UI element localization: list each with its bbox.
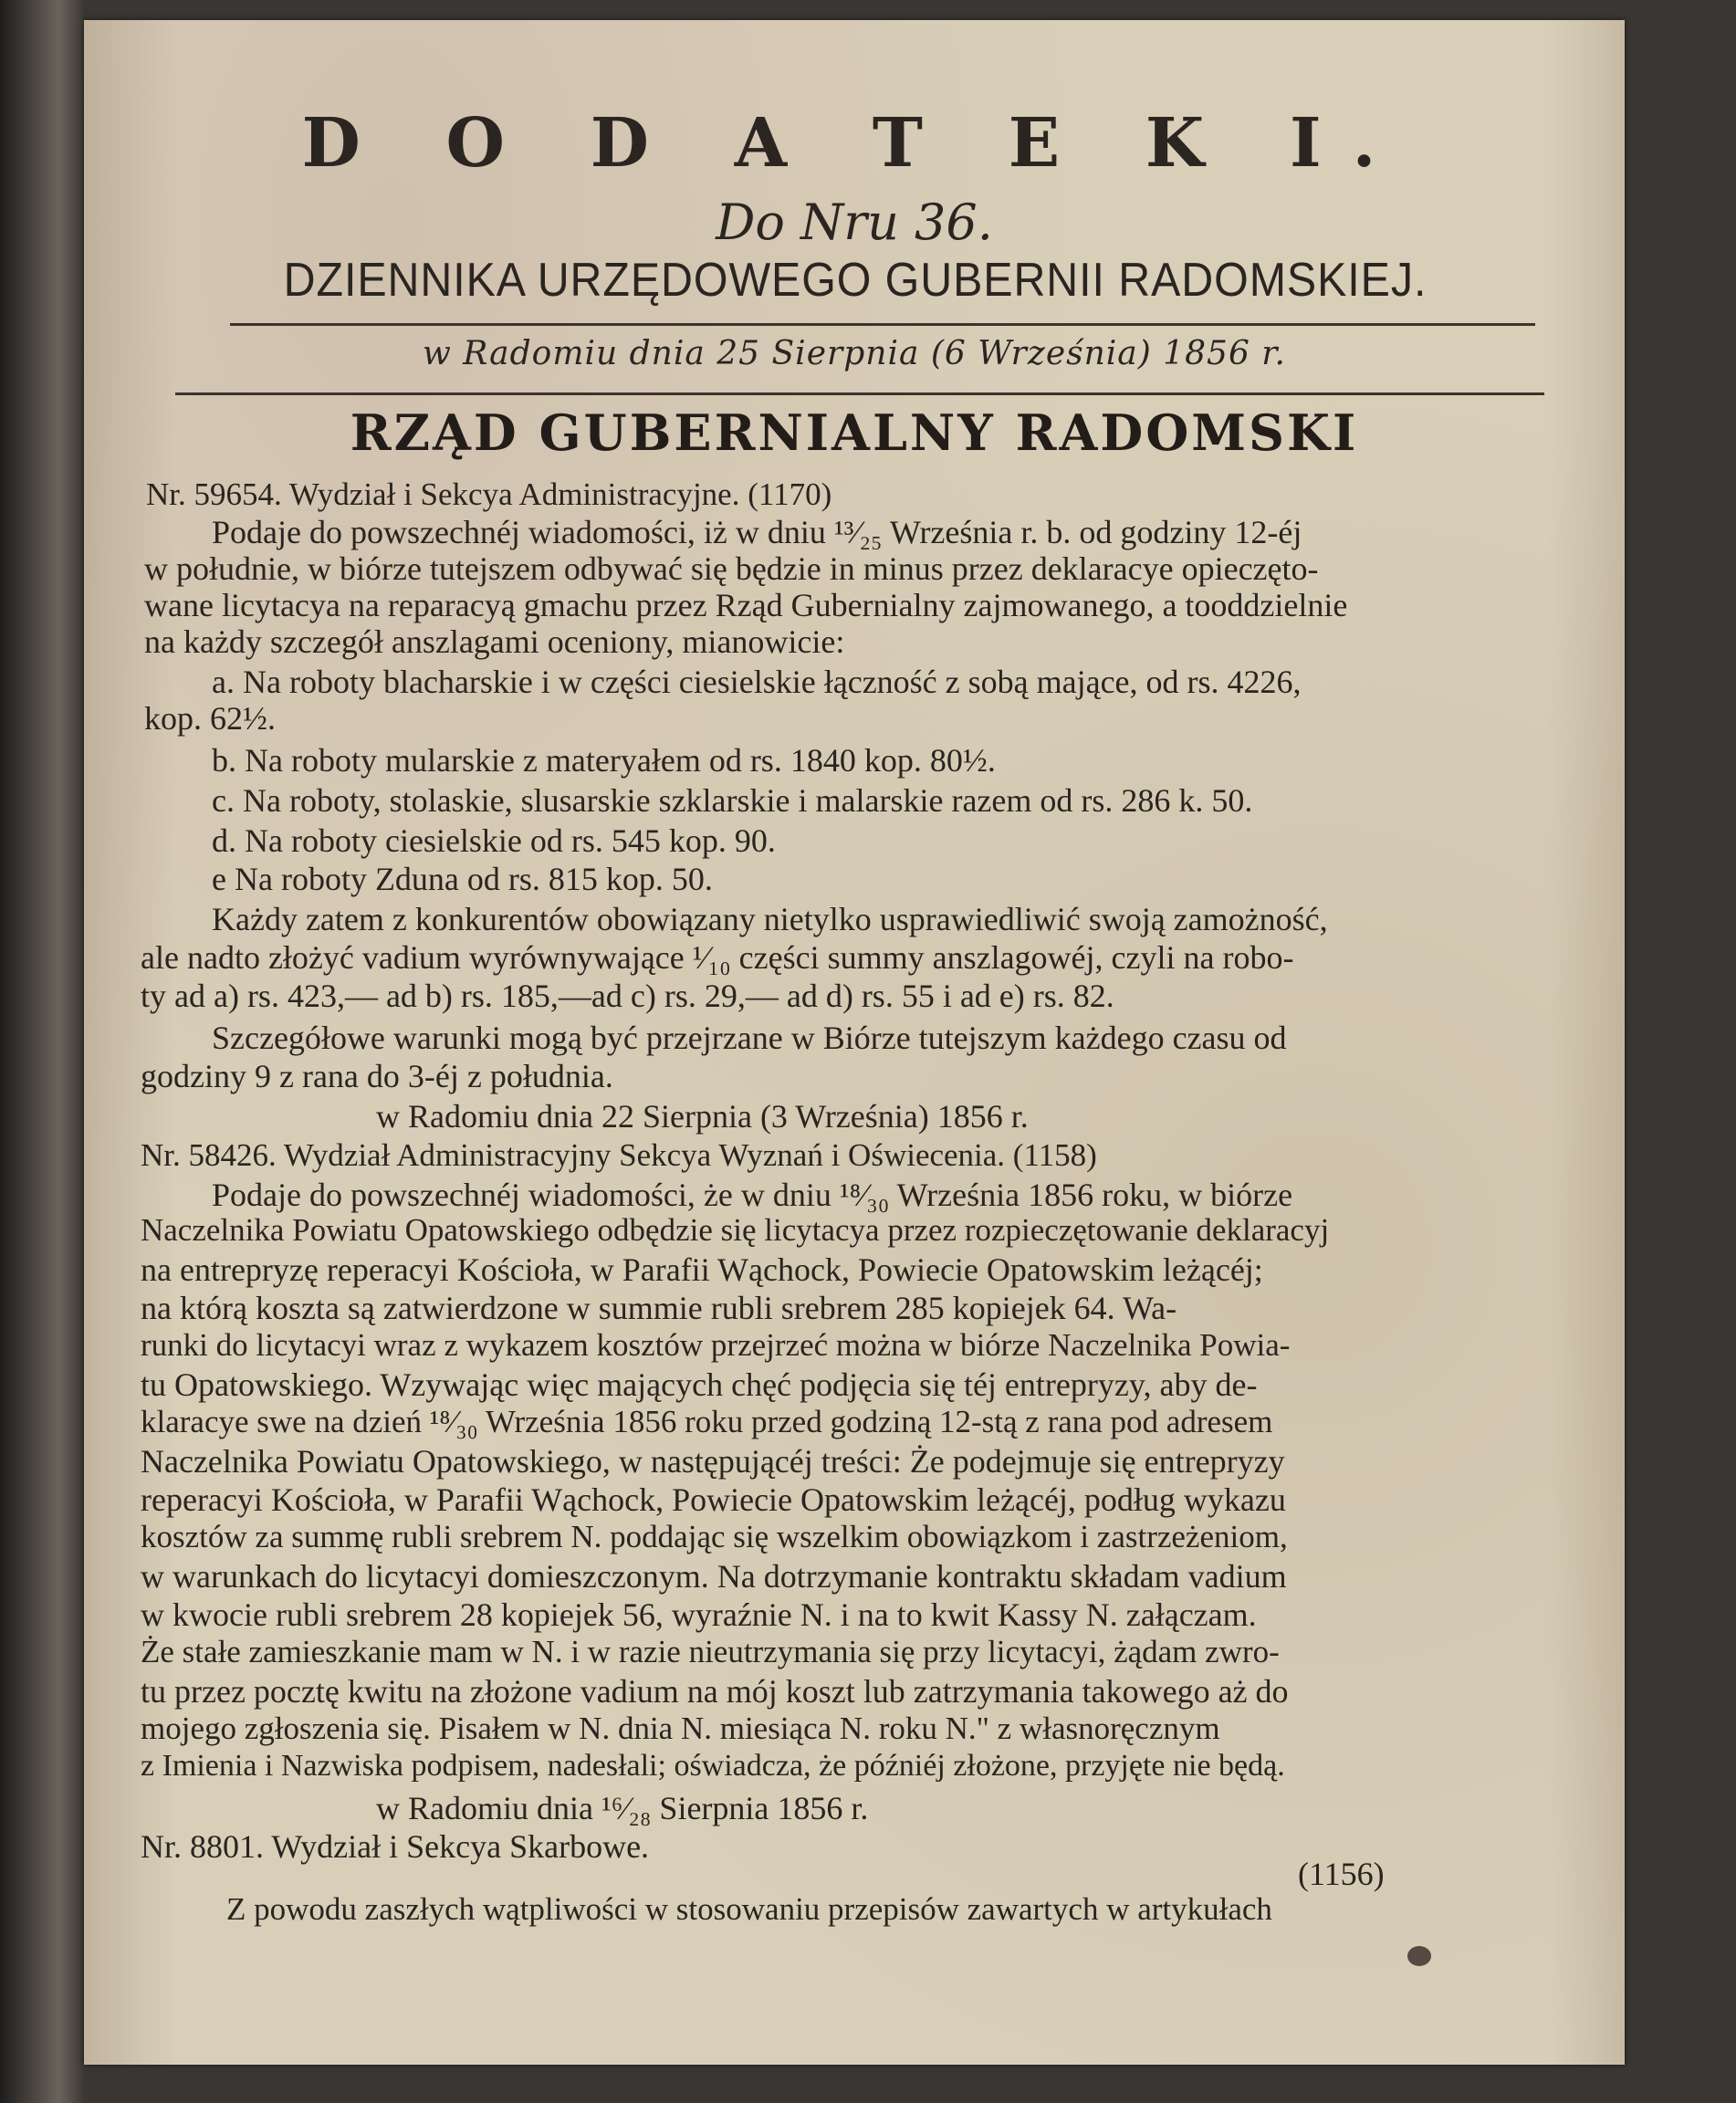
doc-line: Szczegółowe warunki mogą być przejrzane w Biórze tutejszym każdego czasu od [212,1020,1287,1056]
doc-line: w Radomiu dnia ¹⁶⁄₂₈ Sierpnia 1856 r. [376,1790,869,1826]
doc-line: (1156) [1298,1856,1385,1892]
supplement-title: D O D A T E K I. [301,104,1407,183]
issue-date: w Radomiu dnia 25 Sierpnia (6 Września) 1856 r. [422,335,1287,372]
book-spine [0,0,84,2103]
doc-line: Z powodu zaszłych wątpliwości w stosowaniu przepisów zawartych w artykułach [226,1891,1272,1927]
doc-line: Naczelnika Powiatu Opatowskiego odbędzie się licytacya przez rozpieczętowanie deklaracyj [141,1212,1330,1248]
doc-line: Że stałe zamieszkanie mam w N. i w razie nieutrzymania się przy licytacyi, żądam zwro- [141,1634,1280,1669]
document-page [84,20,1625,2065]
issue-number: Do Nru 36. [716,194,993,251]
doc-line: d. Na roboty ciesielskie od rs. 545 kop. 90. [212,822,776,859]
doc-line: e Na roboty Zduna od rs. 815 kop. 50. [212,861,713,897]
doc-line: kop. 62½. [144,700,276,737]
doc-line: b. Na roboty mularskie z materyałem od rs. 1840 kop. 80½. [212,742,996,779]
doc-line: Podaje do powszechnéj wiadomości, że w dniu ¹⁸⁄₃₀ Września 1856 roku, w biórze [212,1177,1293,1213]
doc-line: Naczelnika Powiatu Opatowskiego, w następującéj treści: Że podejmuje się entrepryzy [141,1443,1285,1480]
doc-line: w kwocie rubli srebrem 28 kopiejek 56, wyraźnie N. i na to kwit Kassy N. załączam. [141,1596,1257,1633]
doc-line: a. Na roboty blacharskie i w części ciesielskie łączność z sobą mające, od rs. 4226, [212,664,1302,700]
doc-line: runki do licytacyi wraz z wykazem kosztów przejrzeć można w biórze Naczelnika Powia- [141,1327,1291,1363]
doc-line: kosztów za summę rubli srebrem N. poddając się wszelkim obowiązkom i zastrzeżeniom, [141,1519,1288,1554]
doc-line: w Radomiu dnia 22 Sierpnia (3 Września) 1856 r. [376,1098,1029,1135]
header-rule-top [230,323,1535,326]
doc-line: Każdy zatem z konkurentów obowiązany nietylko usprawiedliwić swoją zamożność, [212,901,1328,937]
doc-line: Nr. 8801. Wydział i Sekcya Skarbowe. [141,1828,650,1865]
doc-line: w warunkach do licytacyi domieszczonym. Na dotrzymanie kontraktu składam vadium [141,1558,1287,1595]
ink-stain [1407,1946,1431,1966]
doc-line: c. Na roboty, stolaskie, slusarskie szklarskie i malarskie razem od rs. 286 k. 50. [212,782,1253,819]
journal-title: DZIENNIKA URZĘDOWEGO GUBERNII RADOMSKIEJ. [283,254,1427,307]
doc-line: w południe, w biórze tutejszem odbywać się będzie in minus przez deklaracye opieczęto- [144,550,1319,587]
doc-line: ale nadto złożyć vadium wyrównywające ¹⁄₁₀ części summy anszlagowéj, czyli na robo- [141,939,1294,976]
doc-line: z Imienia i Nazwiska podpisem, nadesłali; oświadcza, że późniéj złożone, przyjęte nie będą. [141,1749,1285,1783]
doc-line: na każdy szczegół anszlagami oceniony, mianowicie: [144,623,845,660]
doc-line: Nr. 59654. Wydział i Sekcya Administracyjne. (1170) [146,476,832,512]
authority-heading: RZĄD GUBERNIALNY RADOMSKI [350,403,1359,462]
doc-line: Nr. 58426. Wydział Administracyjny Sekcya Wyznań i Oświecenia. (1158) [141,1137,1097,1173]
doc-line: wane licytacya na reparacyą gmachu przez Rząd Gubernialny zajmowanego, a tooddzielnie [144,587,1348,623]
doc-line: Podaje do powszechnéj wiadomości, iż w dniu ¹³⁄₂₅ Września r. b. od godziny 12-éj [212,514,1302,550]
doc-line: klaracye swe na dzień ¹⁸⁄₃₀ Września 1856 roku przed godziną 12-stą z rana pod adresem [141,1404,1273,1439]
doc-line: tu Opatowskiego. Wzywając więc mających chęć podjęcia się téj entrepryzy, aby de- [141,1366,1258,1403]
doc-line: tu przez pocztę kwitu na złożone vadium na mój koszt lub zatrzymania takowego aż do [141,1673,1289,1710]
doc-line: na którą koszta są zatwierdzone w summie rubli srebrem 285 kopiejek 64. Wa- [141,1290,1177,1326]
doc-line: godziny 9 z rana do 3-éj z południa. [141,1058,613,1094]
header-rule-bottom [175,392,1544,395]
doc-line: na entrepryzę reperacyi Kościoła, w Parafii Wąchock, Powiecie Opatowskim leżącéj; [141,1251,1263,1288]
doc-line: ty ad a) rs. 423,— ad b) rs. 185,—ad c) rs. 29,— ad d) rs. 55 i ad e) rs. 82. [141,978,1114,1014]
doc-line: mojego zgłoszenia się. Pisałem w N. dnia N. miesiąca N. roku N." z własnoręcznym [141,1711,1220,1746]
doc-line: reperacyi Kościoła, w Parafii Wąchock, Powiecie Opatowskim leżącéj, podług wykazu [141,1481,1286,1518]
